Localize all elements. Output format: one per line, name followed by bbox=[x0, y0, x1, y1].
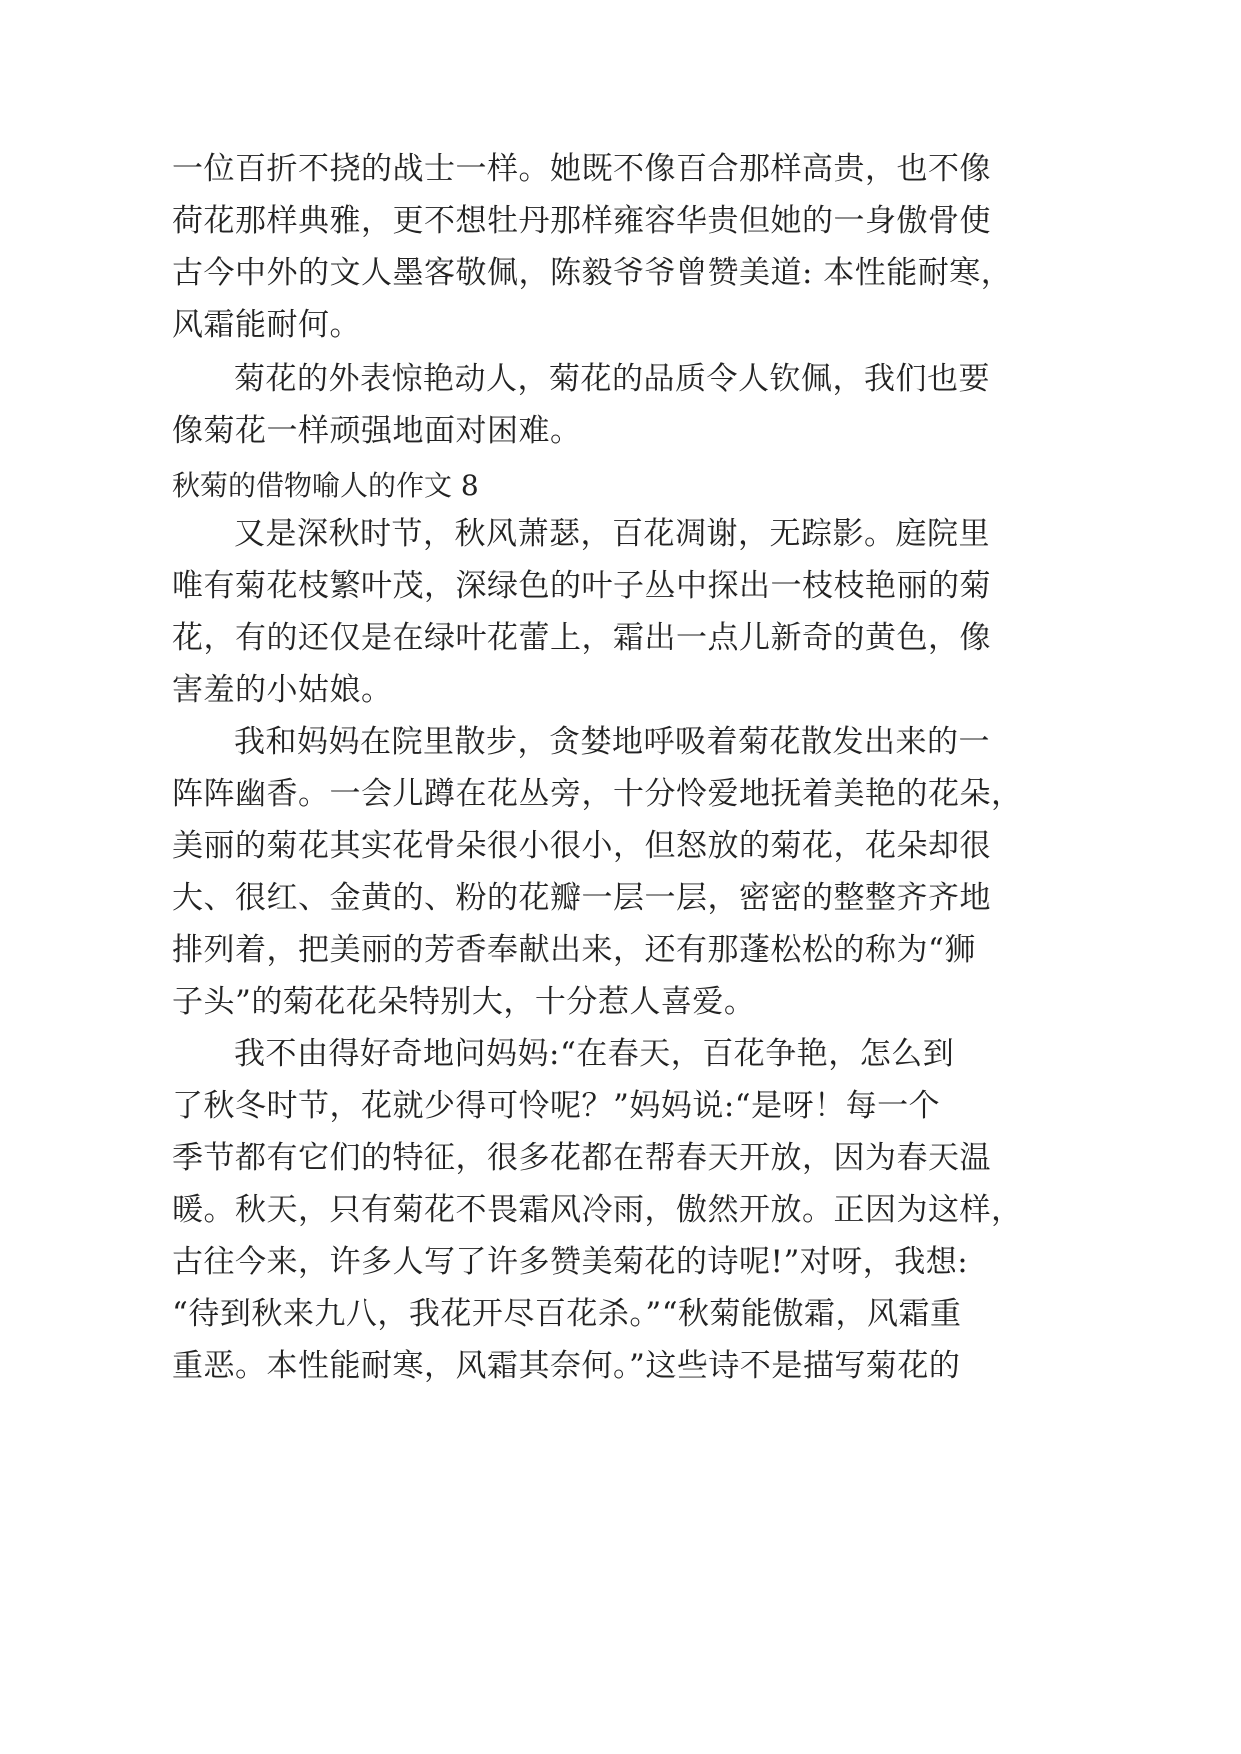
text-line-11: 我和妈妈在院里散步，贪婪地呼吸着菊花散发出来的一 bbox=[234, 724, 990, 760]
text-line-17: 我不由得好奇地问妈妈:“在春天，百花争艳，怎么到 bbox=[234, 1036, 955, 1072]
text-line-7: 又是深秋时节，秋风萧瑟，百花凋谢，无踪影。庭院里 bbox=[234, 516, 990, 552]
text-line-13: 美丽的菊花其实花骨朵很小很小，但怒放的菊花，花朵却很 bbox=[172, 828, 991, 864]
text-line-2: 荷花那样典雅，更不想牡丹那样雍容华贵但她的一身傲骨使 bbox=[172, 203, 991, 239]
text-line-8: 唯有菊花枝繁叶茂，深绿色的叶子丛中探出一枝枝艳丽的菊 bbox=[172, 568, 991, 604]
text-line-23: 重恶。本性能耐寒，风霜其奈何。”这些诗不是描写菊花的 bbox=[172, 1348, 961, 1384]
text-line-6: 像菊花一样顽强地面对困难。 bbox=[172, 413, 582, 449]
text-line-10: 害羞的小姑娘。 bbox=[172, 672, 393, 708]
text-line-19: 季节都有它们的特征，很多花都在帮春天开放，因为春天温 bbox=[172, 1140, 991, 1176]
text-line-20: 暖。秋天，只有菊花不畏霜风冷雨，傲然开放。正因为这样， bbox=[172, 1192, 1023, 1228]
text-line-12: 阵阵幽香。一会儿蹲在花丛旁，十分怜爱地抚着美艳的花朵， bbox=[172, 776, 1023, 812]
section-heading: 秋菊的借物喻人的作文 8 bbox=[172, 469, 479, 502]
text-line-4: 风霜能耐何。 bbox=[172, 307, 361, 343]
text-line-14: 大、很红、金黄的、粉的花瓣一层一层，密密的整整齐齐地 bbox=[172, 880, 991, 916]
text-line-1: 一位百折不挠的战士一样。她既不像百合那样高贵，也不像 bbox=[172, 151, 991, 187]
text-line-3: 古今中外的文人墨客敬佩，陈毅爷爷曾赞美道: 本性能耐寒， bbox=[172, 255, 1013, 291]
text-line-18: 了秋冬时节，花就少得可怜呢？”妈妈说:“是呀！每一个 bbox=[172, 1088, 941, 1124]
text-line-16: 子头”的菊花花朵特别大，十分惹人喜爱。 bbox=[172, 984, 756, 1020]
text-line-21: 古往今来，许多人写了许多赞美菊花的诗呢!”对呀，我想: bbox=[172, 1244, 969, 1280]
text-line-9: 花，有的还仅是在绿叶花蕾上，霜出一点儿新奇的黄色，像 bbox=[172, 620, 991, 656]
text-line-15: 排列着，把美丽的芳香奉献出来，还有那蓬松松的称为“狮 bbox=[172, 932, 976, 968]
text-line-22: “待到秋来九八，我花开尽百花杀。”“秋菊能傲霜，风霜重 bbox=[172, 1296, 962, 1332]
text-line-5: 菊花的外表惊艳动人，菊花的品质令人钦佩，我们也要 bbox=[234, 361, 990, 397]
